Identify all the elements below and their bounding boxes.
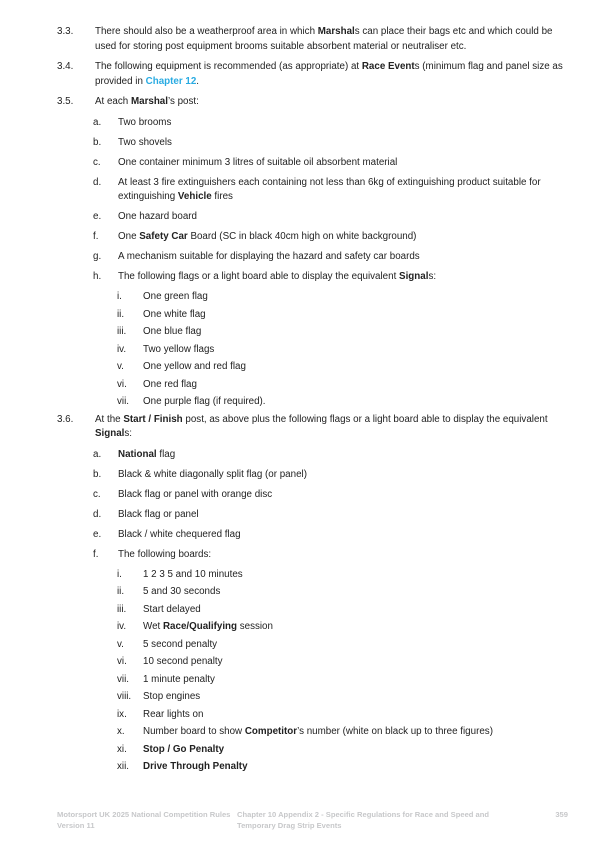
text-segment: Black flag or panel with orange disc xyxy=(118,488,273,500)
item-label: vi. xyxy=(117,378,127,390)
item-text xyxy=(143,325,572,340)
item-text xyxy=(118,468,572,483)
emphasis-text: Race/Qualifying xyxy=(162,621,238,632)
text-segment: post, as above plus the following flags or a light board able to display the equivalent xyxy=(182,413,548,425)
text-segment: ’s post: xyxy=(167,96,199,107)
footer-chapter-title xyxy=(237,809,527,831)
item-text xyxy=(143,655,572,670)
list-item xyxy=(93,250,572,265)
text-segment: Black & white diagonally split flag (or panel) xyxy=(118,468,307,480)
item-label: vii. xyxy=(117,673,129,685)
list-item xyxy=(93,448,572,463)
list-item xyxy=(93,230,572,245)
item-text xyxy=(118,156,572,171)
item-text xyxy=(118,508,572,523)
item-text xyxy=(118,210,572,225)
item-text xyxy=(118,116,572,131)
text-segment: One container minimum 3 litres of suitable oil absorbent material xyxy=(118,156,398,168)
item-text xyxy=(118,136,572,151)
text-segment: 5 second penalty xyxy=(143,638,218,650)
item-label: vi. xyxy=(117,656,127,667)
list-item xyxy=(93,548,572,563)
text-segment: At the xyxy=(95,413,124,425)
text-segment: The following boards: xyxy=(118,548,212,560)
text-segment: Black / white chequered flag xyxy=(118,528,241,540)
list-item xyxy=(117,568,572,583)
list-item xyxy=(117,760,572,775)
text-segment: One blue flag xyxy=(143,326,202,337)
item-text xyxy=(143,673,572,688)
emphasis-text: National xyxy=(118,448,157,460)
text-segment: One green flag xyxy=(143,291,208,302)
text-segment: Two shovels xyxy=(118,136,172,148)
list-item xyxy=(93,136,572,151)
list-item xyxy=(117,620,572,635)
footer-version-line: Version 11 xyxy=(57,821,95,830)
text-segment: Two brooms xyxy=(118,116,172,128)
text-segment: s (minimum flag and panel size as provided in xyxy=(95,61,563,87)
list-item xyxy=(93,270,572,285)
footer-chapter-line2: Temporary Drag Strip Events xyxy=(237,821,342,830)
list-item xyxy=(93,116,572,131)
list-item xyxy=(117,325,572,340)
item-label: 3.5. xyxy=(57,96,74,107)
item-text xyxy=(143,690,572,705)
item-label: vii. xyxy=(117,396,129,407)
text-segment: Number board to show xyxy=(143,726,245,737)
item-label: e. xyxy=(93,528,102,540)
list-item xyxy=(117,395,572,410)
item-label: 3.3. xyxy=(57,26,74,37)
item-label: i. xyxy=(117,291,122,302)
document-body xyxy=(0,25,572,778)
list-item xyxy=(57,95,572,110)
item-text xyxy=(143,725,572,740)
item-label: v. xyxy=(117,638,124,650)
item-label: viii. xyxy=(117,691,132,702)
emphasis-text: Signal xyxy=(95,428,125,439)
emphasis-text: Drive Through Penalty xyxy=(143,761,248,772)
item-label: b. xyxy=(93,136,102,148)
item-text xyxy=(95,60,572,89)
item-label: h. xyxy=(93,271,102,282)
emphasis-text: Marshal xyxy=(317,26,355,37)
item-label: ii. xyxy=(117,586,125,597)
list-item xyxy=(117,290,572,305)
text-segment: 10 second penalty xyxy=(143,656,223,667)
item-text xyxy=(143,620,572,635)
item-label: e. xyxy=(93,211,102,222)
text-segment: Rear lights on xyxy=(143,708,204,720)
emphasis-text: Stop / Go Penalty xyxy=(143,743,225,755)
item-label: x. xyxy=(117,726,125,737)
item-label: v. xyxy=(117,361,124,372)
list-item xyxy=(117,638,572,653)
text-segment: One yellow and red flag xyxy=(143,361,246,372)
item-label: iii. xyxy=(117,326,127,337)
chapter-12-link[interactable]: Chapter 12 xyxy=(145,75,197,87)
text-segment: At least 3 fire extinguishers each containing not less than 6kg of extinguishing product suitable for extinguishing xyxy=(118,176,541,202)
item-text xyxy=(95,95,572,110)
item-label: g. xyxy=(93,251,102,262)
text-segment: Wet xyxy=(143,621,163,632)
list-item xyxy=(93,176,572,205)
item-text xyxy=(143,395,572,410)
item-label: iv. xyxy=(117,621,127,632)
item-text xyxy=(143,343,572,358)
text-segment: The following flags or a light board able to display the equivalent xyxy=(118,271,400,282)
text-segment: fires xyxy=(211,191,233,202)
text-segment: Start delayed xyxy=(143,603,201,615)
text-segment: ’s number (white on black up to three figures) xyxy=(297,726,493,737)
item-label: c. xyxy=(93,156,101,168)
text-segment: . xyxy=(196,75,200,87)
item-label: a. xyxy=(93,448,102,460)
list-item xyxy=(117,725,572,740)
item-label: iv. xyxy=(117,343,127,355)
footer-chapter-line1: Chapter 10 Appendix 2 - Specific Regulations for Race and Speed and xyxy=(237,810,490,819)
text-segment: There should also be a weatherproof area in which xyxy=(95,26,318,37)
item-text xyxy=(95,413,572,442)
item-text xyxy=(118,270,572,285)
text-segment: s can place their bags etc and which could be used for storing post equipment brooms suitable absorbent material or neutraliser etc. xyxy=(95,26,553,52)
item-text xyxy=(143,308,572,323)
text-segment: The following equipment is recommended (as appropriate) at xyxy=(95,61,362,72)
item-label: i. xyxy=(117,568,122,580)
list-item xyxy=(93,528,572,543)
text-segment: Stop engines xyxy=(143,691,201,702)
item-label: b. xyxy=(93,468,102,480)
item-label: ii. xyxy=(117,308,125,320)
item-text xyxy=(143,378,572,393)
emphasis-text: Vehicle xyxy=(177,191,212,202)
list-item xyxy=(117,655,572,670)
text-segment: s: xyxy=(428,271,437,282)
text-segment: One hazard board xyxy=(118,211,197,222)
item-text xyxy=(118,230,572,245)
text-segment: One xyxy=(118,231,140,242)
text-segment: s: xyxy=(124,428,133,439)
item-label: ix. xyxy=(117,708,127,720)
item-text xyxy=(143,360,572,375)
item-label: 3.6. xyxy=(57,413,74,425)
item-text xyxy=(95,25,572,54)
list-item xyxy=(117,360,572,375)
list-item xyxy=(93,488,572,503)
item-text xyxy=(143,743,572,758)
text-segment: 5 and 30 seconds xyxy=(143,586,221,597)
item-label: 3.4. xyxy=(57,61,74,72)
item-label: f. xyxy=(93,231,99,242)
text-segment: 1 minute penalty xyxy=(143,673,215,685)
list-item xyxy=(117,343,572,358)
text-segment: One purple flag (if required). xyxy=(143,396,266,407)
list-item xyxy=(93,210,572,225)
list-item xyxy=(117,708,572,723)
list-item xyxy=(93,508,572,523)
list-item xyxy=(117,585,572,600)
footer-page-number: 359 xyxy=(555,810,568,819)
item-label: c. xyxy=(93,488,101,500)
list-item xyxy=(117,603,572,618)
text-segment: One white flag xyxy=(143,308,206,320)
list-item xyxy=(117,690,572,705)
footer-title-line1: Motorsport UK 2025 National Competition Rules xyxy=(57,810,231,819)
item-text xyxy=(118,488,572,503)
list-item xyxy=(117,308,572,323)
list-item xyxy=(93,468,572,483)
list-item xyxy=(93,156,572,171)
emphasis-text: Start / Finish xyxy=(123,413,183,425)
item-text xyxy=(143,290,572,305)
text-segment: A mechanism suitable for displaying the hazard and safety car boards xyxy=(118,251,420,262)
list-item xyxy=(117,378,572,393)
item-text xyxy=(143,603,572,618)
item-label: xi. xyxy=(117,743,127,755)
item-text xyxy=(143,638,572,653)
list-item xyxy=(117,743,572,758)
item-text xyxy=(118,250,572,265)
item-text xyxy=(118,448,572,463)
item-label: a. xyxy=(93,116,102,128)
item-text xyxy=(143,568,572,583)
text-segment: 1 2 3 5 and 10 minutes xyxy=(143,568,243,580)
item-label: f. xyxy=(93,548,99,560)
text-segment: Board (SC in black 40cm high on white background) xyxy=(187,231,417,242)
emphasis-text: Signal xyxy=(399,271,429,282)
emphasis-text: Safety Car xyxy=(139,231,188,242)
list-item xyxy=(57,25,572,54)
item-label: d. xyxy=(93,176,102,188)
text-segment: Two yellow flags xyxy=(143,343,215,355)
emphasis-text: Race Event xyxy=(361,61,415,72)
item-text xyxy=(118,176,572,205)
item-text xyxy=(143,708,572,723)
emphasis-text: Competitor xyxy=(244,726,298,737)
text-segment: flag xyxy=(156,448,176,460)
list-item xyxy=(57,60,572,89)
text-segment: Black flag or panel xyxy=(118,508,199,520)
list-item xyxy=(57,413,572,442)
item-label: xii. xyxy=(117,761,129,772)
text-segment: One red flag xyxy=(143,378,197,390)
text-segment: session xyxy=(237,621,273,632)
item-label: d. xyxy=(93,508,102,520)
item-text xyxy=(143,585,572,600)
item-text xyxy=(118,528,572,543)
item-text xyxy=(143,760,572,775)
footer-document-title xyxy=(57,809,237,831)
emphasis-text: Marshal xyxy=(130,96,168,107)
text-segment: At each xyxy=(95,96,131,107)
item-text xyxy=(118,548,572,563)
list-item xyxy=(117,673,572,688)
item-label: iii. xyxy=(117,603,127,615)
